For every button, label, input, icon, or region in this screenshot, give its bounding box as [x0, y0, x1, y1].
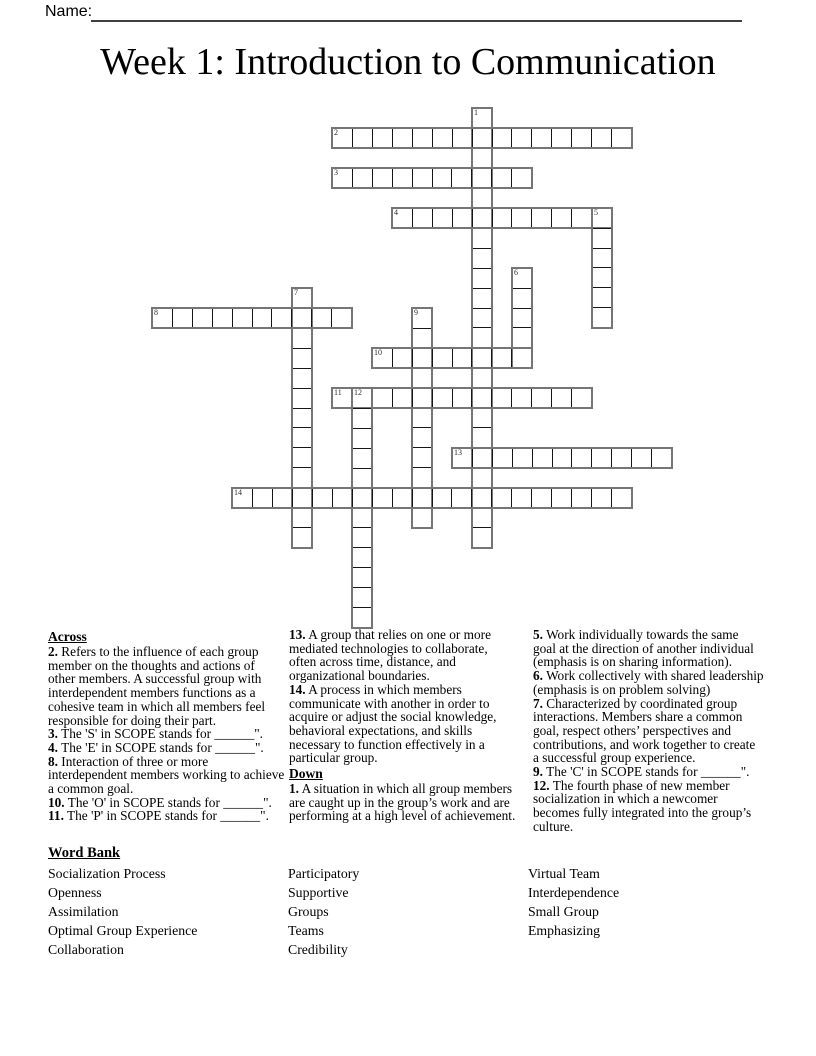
- crossword-cell[interactable]: [293, 527, 311, 547]
- crossword-cell[interactable]: [531, 389, 551, 407]
- clue-number-label: 11: [334, 388, 342, 397]
- crossword-cell[interactable]: [413, 447, 431, 467]
- crossword-cell[interactable]: [473, 327, 491, 347]
- clue-number-label: 4: [394, 208, 398, 217]
- crossword-cell[interactable]: [312, 489, 332, 507]
- name-blank-line[interactable]: [91, 2, 742, 22]
- clue-number: 14.: [289, 681, 306, 697]
- crossword-cell[interactable]: [331, 309, 351, 327]
- crossword-cell[interactable]: [392, 389, 412, 407]
- clue-number: 3.: [48, 726, 58, 742]
- crossword-cell[interactable]: [452, 129, 472, 147]
- crossword-cell[interactable]: [471, 489, 491, 507]
- crossword-cell[interactable]: [353, 468, 371, 488]
- crossword-cell[interactable]: [353, 607, 371, 627]
- clue-column-1: [48, 628, 289, 834]
- clue-number-label: 12: [354, 388, 362, 397]
- clue-number: 12.: [533, 777, 550, 793]
- crossword-cell[interactable]: [651, 449, 671, 467]
- clue-across-11: 11. The 'P' in SCOPE stands for ______".: [48, 808, 269, 824]
- crossword-cell[interactable]: [531, 209, 551, 227]
- crossword-cell[interactable]: [272, 489, 292, 507]
- word-bank-item: Participatory: [288, 866, 360, 881]
- crossword-cell[interactable]: [511, 349, 531, 367]
- word-bank-column-2: [288, 864, 359, 959]
- word-bank-item: Interdependence: [528, 885, 620, 900]
- crossword-cell[interactable]: [593, 248, 611, 268]
- crossword-cell[interactable]: [491, 389, 511, 407]
- crossword-cell[interactable]: [471, 349, 491, 367]
- clue-across-8: 8. Interaction of three or more interdependent members working to achieve a common goal.: [48, 753, 285, 797]
- crossword-cell[interactable]: [492, 209, 512, 227]
- crossword-cell[interactable]: [432, 129, 452, 147]
- crossword-cell[interactable]: [532, 449, 552, 467]
- crossword-cell[interactable]: [412, 129, 432, 147]
- crossword-cell[interactable]: [571, 129, 591, 147]
- clue-number-label: 2: [334, 128, 338, 137]
- word-bank-item: Virtual Team: [528, 866, 600, 881]
- crossword-cell[interactable]: [353, 567, 371, 587]
- crossword-cell[interactable]: [473, 188, 491, 208]
- crossword-cell[interactable]: [551, 129, 571, 147]
- crossword-cell[interactable]: [293, 447, 311, 467]
- word-2-across: [331, 127, 633, 149]
- crossword-cell[interactable]: [212, 309, 232, 327]
- clue-column-3: [533, 628, 764, 834]
- crossword-cell[interactable]: [292, 489, 312, 507]
- crossword-cell[interactable]: [511, 129, 531, 147]
- clue-number-label: 8: [154, 308, 158, 317]
- clue-number: 1.: [289, 781, 299, 797]
- clue-number-label: 9: [414, 308, 418, 317]
- word-bank-column-1: [48, 864, 197, 959]
- crossword-cell[interactable]: [293, 467, 311, 487]
- clue-number-label: 10: [374, 348, 382, 357]
- crossword-cell[interactable]: [593, 228, 611, 248]
- word-5-down: [591, 207, 613, 329]
- crossword-cell[interactable]: [252, 489, 272, 507]
- crossword-cell[interactable]: [412, 389, 432, 407]
- crossword-cell[interactable]: [473, 248, 491, 268]
- word-bank-item: Assimilation: [48, 904, 119, 919]
- crossword-grid: [152, 108, 672, 628]
- clue-across-14: 14. A process in which members communicate with another in order to acquire or adjust the social knowledge, behavioral expectations, and skills necessary to function effectively in a particular group.: [289, 681, 497, 766]
- crossword-cell[interactable]: [451, 489, 471, 507]
- crossword-cell[interactable]: [471, 389, 491, 407]
- word-bank-item: Emphasizing: [528, 923, 601, 938]
- crossword-cell[interactable]: [172, 309, 192, 327]
- crossword-cell[interactable]: [551, 389, 571, 407]
- crossword-cell[interactable]: [571, 389, 591, 407]
- crossword-cell[interactable]: [353, 547, 371, 567]
- clue-number: 8.: [48, 753, 58, 769]
- crossword-cell[interactable]: [491, 489, 511, 507]
- crossword-cell[interactable]: [432, 349, 452, 367]
- word-bank-item: Collaboration: [48, 942, 124, 957]
- crossword-cell[interactable]: [491, 169, 511, 187]
- crossword-cell[interactable]: [353, 408, 371, 428]
- crossword-cell[interactable]: [492, 449, 512, 467]
- word-bank-item: Openness: [48, 885, 102, 900]
- crossword-cell[interactable]: [511, 169, 531, 187]
- crossword-cell[interactable]: [571, 209, 591, 227]
- crossword-cell[interactable]: [511, 489, 531, 507]
- crossword-cell[interactable]: [591, 129, 611, 147]
- clue-down-9: 9. The 'C' in SCOPE stands for ______".: [533, 764, 750, 780]
- crossword-cell[interactable]: [353, 527, 371, 547]
- crossword-cell[interactable]: [293, 348, 311, 368]
- crossword-cell[interactable]: [571, 489, 591, 507]
- crossword-cell[interactable]: [353, 587, 371, 607]
- clue-across-3: 3. The 'S' in SCOPE stands for ______".: [48, 726, 263, 742]
- crossword-cell[interactable]: [631, 449, 651, 467]
- clue-column-2: [289, 628, 533, 834]
- word-4-across: [391, 207, 613, 229]
- crossword-cell[interactable]: [192, 309, 212, 327]
- crossword-cell[interactable]: [473, 527, 491, 547]
- crossword-cell[interactable]: [291, 309, 311, 327]
- crossword-cell[interactable]: [413, 507, 431, 527]
- word-10-across: [371, 347, 533, 369]
- crossword-cell[interactable]: [392, 489, 412, 507]
- crossword-cell[interactable]: [352, 129, 372, 147]
- clue-across-4: 4. The 'E' in SCOPE stands for ______".: [48, 739, 264, 755]
- crossword-cell[interactable]: [473, 268, 491, 288]
- clue-down-7: 7. Characterized by coordinated group interactions. Members share a common goal, respect others’ perspectives and contributions, and work together to create a successful group experience.: [533, 695, 756, 766]
- word-bank-column-3: [528, 864, 619, 940]
- crossword-cell[interactable]: [451, 169, 471, 187]
- crossword-cell[interactable]: [473, 367, 491, 387]
- crossword-cell[interactable]: [473, 308, 491, 328]
- crossword-cell[interactable]: [432, 489, 452, 507]
- crossword-cell[interactable]: [593, 307, 611, 327]
- crossword-cell[interactable]: [412, 349, 432, 367]
- word-bank-item: Socialization Process: [48, 866, 166, 881]
- crossword-cell[interactable]: [252, 309, 272, 327]
- crossword-cell[interactable]: [571, 449, 591, 467]
- crossword-cell[interactable]: [432, 169, 452, 187]
- page-title: Week 1: Introduction to Communication: [100, 41, 716, 83]
- crossword-cell[interactable]: [293, 328, 311, 348]
- clue-number-label: 13: [454, 448, 462, 457]
- crossword-cell[interactable]: [392, 349, 412, 367]
- crossword-cell[interactable]: [353, 508, 371, 528]
- word-bank-item: Groups: [288, 904, 329, 919]
- word-3-across: [331, 167, 533, 189]
- crossword-cell[interactable]: [513, 327, 531, 347]
- clue-number: 10.: [48, 794, 65, 810]
- clue-number: 4.: [48, 739, 58, 755]
- crossword-cell[interactable]: [412, 489, 432, 507]
- crossword-cell[interactable]: [293, 427, 311, 447]
- word-14-across: [231, 487, 633, 509]
- crossword-cell[interactable]: [471, 169, 491, 187]
- crossword-cell[interactable]: [452, 389, 472, 407]
- clue-across-13: 13. A group that relies on one or more mediated technologies to collaborate, often across time, distance, and organizational boundaries.: [289, 627, 492, 684]
- crossword-cell[interactable]: [472, 129, 492, 147]
- crossword-cell[interactable]: [452, 209, 472, 227]
- clue-number: 9.: [533, 764, 543, 780]
- word-bank-item: Teams: [288, 923, 324, 938]
- crossword-cell[interactable]: [392, 169, 412, 187]
- crossword-cell[interactable]: [513, 308, 531, 328]
- word-bank-item: Credibility: [288, 942, 348, 957]
- word-13-across: [451, 447, 673, 469]
- crossword-cell[interactable]: [473, 148, 491, 168]
- word-8-across: [151, 307, 353, 329]
- crossword-cell[interactable]: [353, 448, 371, 468]
- crossword-cell[interactable]: [551, 489, 571, 507]
- clues-section: [48, 628, 764, 834]
- crossword-cell[interactable]: [372, 129, 392, 147]
- crossword-cell[interactable]: [353, 428, 371, 448]
- crossword-cell[interactable]: [412, 169, 432, 187]
- crossword-cell[interactable]: [593, 287, 611, 307]
- clue-number-label: 5: [594, 208, 598, 217]
- crossword-cell[interactable]: [513, 288, 531, 308]
- crossword-cell[interactable]: [551, 209, 571, 227]
- clue-number-label: 14: [234, 488, 242, 497]
- word-bank-section: [48, 844, 620, 957]
- crossword-cell[interactable]: [452, 349, 472, 367]
- crossword-cell[interactable]: [293, 388, 311, 408]
- crossword-cell[interactable]: [352, 169, 372, 187]
- crossword-cell[interactable]: [611, 489, 631, 507]
- word-bank-item: Optimal Group Experience: [48, 923, 198, 938]
- down-heading: Down: [289, 766, 323, 782]
- crossword-cell[interactable]: [271, 309, 291, 327]
- clue-number: 6.: [533, 668, 543, 684]
- crossword-cell[interactable]: [492, 129, 512, 147]
- word-bank-heading: Word Bank: [48, 845, 121, 861]
- crossword-cell[interactable]: [473, 507, 491, 527]
- crossword-cell[interactable]: [531, 489, 551, 507]
- crossword-cell[interactable]: [412, 209, 432, 227]
- crossword-cell[interactable]: [472, 209, 492, 227]
- clue-number-label: 1: [474, 108, 478, 117]
- crossword-cell[interactable]: [473, 407, 491, 427]
- crossword-cell[interactable]: [413, 368, 431, 388]
- crossword-cell[interactable]: [611, 449, 631, 467]
- crossword-cell[interactable]: [473, 228, 491, 248]
- crossword-cell[interactable]: [432, 209, 452, 227]
- name-label: Name:: [45, 3, 93, 20]
- crossword-cell[interactable]: [511, 389, 531, 407]
- clue-number: 2.: [48, 644, 58, 659]
- crossword-cell[interactable]: [311, 309, 331, 327]
- word-bank-item: Small Group: [528, 904, 599, 919]
- clue-number: 7.: [533, 695, 543, 711]
- crossword-cell[interactable]: [552, 449, 572, 467]
- word-bank-item: Supportive: [288, 885, 349, 900]
- clue-down-12: 12. The fourth phase of new member socialization in which a newcomer becomes fully integrated into the group’s culture.: [533, 777, 752, 834]
- crossword-cell[interactable]: [413, 467, 431, 487]
- crossword-cell[interactable]: [591, 489, 611, 507]
- crossword-cell[interactable]: [473, 467, 491, 487]
- crossword-cell[interactable]: [372, 489, 392, 507]
- clue-across-2: 2. Refers to the influence of each group member on the thoughts and actions of other members. A successful group with interdependent members functions as a cohesive team in which all members feel responsible for doing their part.: [48, 644, 266, 728]
- crossword-cell[interactable]: [332, 489, 352, 507]
- crossword-cell[interactable]: [432, 389, 452, 407]
- crossword-cell[interactable]: [511, 209, 531, 227]
- crossword-cell[interactable]: [413, 328, 431, 348]
- clue-number: 13.: [289, 627, 306, 642]
- crossword-cell[interactable]: [232, 309, 252, 327]
- crossword-cell[interactable]: [413, 408, 431, 428]
- crossword-cell[interactable]: [531, 129, 551, 147]
- clue-down-5: 5. Work individually towards the same goal at the direction of another individual (emphasis is on sharing information).: [533, 627, 754, 670]
- clue-across-10: 10. The 'O' in SCOPE stands for ______".: [48, 794, 272, 810]
- crossword-cell[interactable]: [473, 427, 491, 447]
- crossword-cell[interactable]: [293, 368, 311, 388]
- crossword-cell[interactable]: [293, 507, 311, 527]
- crossword-cell[interactable]: [472, 449, 492, 467]
- crossword-cell[interactable]: [512, 449, 532, 467]
- crossword-cell[interactable]: [352, 489, 372, 507]
- crossword-cell[interactable]: [473, 288, 491, 308]
- crossword-cell[interactable]: [392, 129, 412, 147]
- crossword-cell[interactable]: [413, 427, 431, 447]
- crossword-cell[interactable]: [491, 349, 511, 367]
- clue-number: 5.: [533, 627, 543, 642]
- clue-number-label: 3: [334, 168, 338, 177]
- across-heading: Across: [48, 629, 87, 644]
- crossword-cell[interactable]: [593, 267, 611, 287]
- clue-down-6: 6. Work collectively with shared leadership (emphasis is on problem solving): [533, 668, 764, 697]
- crossword-cell[interactable]: [372, 389, 392, 407]
- crossword-cell[interactable]: [591, 449, 611, 467]
- crossword-cell[interactable]: [293, 408, 311, 428]
- clue-number-label: 6: [514, 268, 518, 277]
- crossword-cell[interactable]: [372, 169, 392, 187]
- clue-number: 11.: [48, 808, 64, 824]
- clue-number-label: 7: [294, 288, 298, 297]
- clue-down-1: 1. A situation in which all group members are caught up in the group’s work and are performing at a high level of achievement.: [289, 781, 516, 824]
- crossword-cell[interactable]: [611, 129, 631, 147]
